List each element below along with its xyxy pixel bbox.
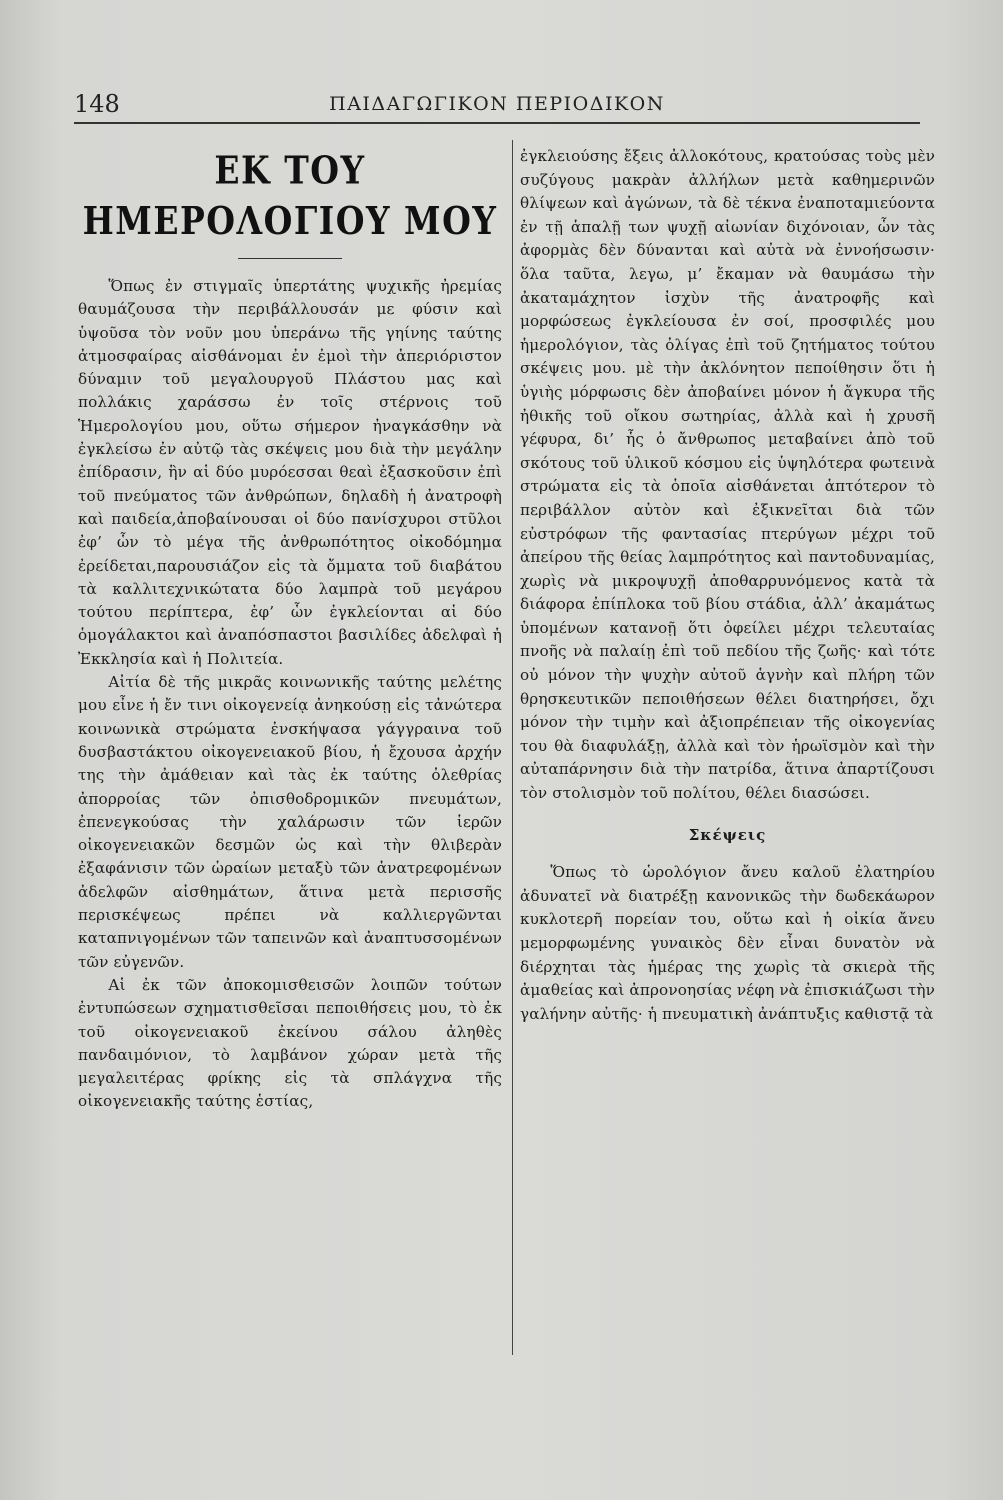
article-title: ΕΚ ΤΟΥ ΗΜΕΡΟΛΟΓΙΟΥ ΜΟΥ xyxy=(82,147,498,244)
left-column xyxy=(78,140,502,1114)
header-rule xyxy=(74,122,920,124)
running-title: ΠΑΙΔΑΓΩΓΙΚΟΝ ΠΕΡΙΟΔΙΚΟΝ xyxy=(329,93,665,115)
paragraph: Ὅπως ἐν στιγμαῖς ὑπερτάτης ψυχικῆς ἠρεμίας θαυμάζουσα τὴν περιβάλλουσάν με φύσιν καὶ ὑψοῦσα τὸν νοῦν μου ὑπεράνω τῆς γηίνης ταύτης ἀτμοσφαίρας αἰσθάνομαι ἐν ἐμοὶ τὴν ἀπεριόριστον δύναμιν τοῦ μεγαλουργοῦ Πλάστου μας καὶ πολλάκις χαράσσω ἐν τοῖς στέρνοις τοῦ Ἡμερολογίου μου, οὕτω σήμερον ἠναγκάσθην νὰ ἐγκλείσω ἐν αὐτῷ τὰς σκέψεις μου διὰ τὴν μεγάλην ἐπίδρασιν, ἣν αἱ δύο μυρόεσσαι θεαὶ ἐξασκοῦσιν ἐπὶ τοῦ πνεύματος τῶν ἀνθρώπων, δηλαδὴ ἡ ἀνατροφὴ καὶ παιδεία,ἀποβαίνουσαι οἱ δύο πανίσχυροι στῦλοι ἐφ’ ὧν τὸ μέγα τῆς ἀνθρωπότητος οἰκοδόμημα ἐρείδεται,παρουσιάζον εἰς τὰ ὄμματα τοῦ διαβάτου τὰ καλλιτεχνικώτατα δύο λαμπρὰ τοῦ μεγάρου τούτου περίπτερα, ἐφ’ ὧν ἐγκλείονται αἱ δύο ὁμογάλακτοι καὶ ἀναπόσπαστοι βασιλίδες ἀδελφαὶ ἡ Ἐκκλησία καὶ ἡ Πολιτεία. xyxy=(78,277,502,668)
page-number: 148 xyxy=(74,90,120,118)
paragraph: Αἰτία δὲ τῆς μικρᾶς κοινωνικῆς ταύτης μελέτης μου εἶνε ἡ ἔν τινι οἰκογενείᾳ ἀνηκούσῃ εἰς τἀνώτερα κοινωνικὰ στρώματα ἐνσκήψασα γάγγραινα τοῦ δυσβαστάκτου οἰκογενειακοῦ βίου, ἡ ἔχουσα ἀρχήν της τὴν ἀμάθειαν καὶ τὰς ἐκ ταύτης ὀλεθρίας ἀπορροίας τῶν ὀπισθοδρομικῶν πνευμάτων, ἐπενεγκούσας τὴν χαλάρωσιν τῶν ἱερῶν οἰκογενειακῶν δεσμῶν ὡς καὶ τὴν θλιβερὰν ἐξαφάνισιν τῶν ὡραίων μεταξὺ τῶν ἀνατρεφομένων ἀδελφῶν αἰσθημάτων, ἅτινα μετὰ περισσῆς περισκέψεως πρέπει νὰ καλλιεργῶνται καταπνιγομένων τῶν ταπεινῶν καὶ ἀναπτυσσομένων τῶν εὐγενῶν. xyxy=(78,673,502,971)
column-divider xyxy=(512,140,513,1355)
paragraph: Ὅπως τὸ ὡρολόγιον ἄνευ καλοῦ ἐλατηρίου ἀδυνατεῖ νὰ διατρέξῃ κανονικῶς τὴν δωδεκάωρον κυκλοτερῆ πορείαν του, οὕτω καὶ ἡ οἰκία ἄνευ μεμορφωμένης γυναικὸς δὲν εἶναι δυνατὸν νὰ διέρχηται τὰς ἡμέρας της χωρὶς τὰ σκιερὰ τῆς ἀμαθείας καὶ ἀπρονοησίας νέφη νὰ ἐπισκιάζωσι τὴν γαλήνην αὐτῆς· ἡ πνευματικὴ ἀνάπτυξις καθιστᾷ τὰ xyxy=(520,863,936,1023)
paragraph: Αἱ ἐκ τῶν ἀποκομισθεισῶν λοιπῶν τούτων ἐντυπώσεων σχηματισθεῖσαι πεποιθήσεις μου, τὸ ἐκ τοῦ οἰκογενειακοῦ ἐκείνου σάλου ἀληθὲς πανδαιμόνιον, τὸ λαμβάνον χώραν μετὰ τῆς μεγαλειτέρας φρίκης εἰς τὰ σπλάγχνα τῆς οἰκογενειακῆς ταύτης ἑστίας, xyxy=(78,975,502,1111)
page-header xyxy=(74,90,920,120)
section-heading: Σκέψεις xyxy=(688,825,767,844)
right-column xyxy=(520,145,935,1026)
paragraph: ἐγκλειούσης ἔξεις ἀλλοκότους, κρατούσας τοὺς μὲν συζύγους μακρὰν ἀλλήλων μετὰ καθημερινῶν θλίψεων καὶ ἀγώνων, τὰ δὲ τέκνα ἐναποταμιεύοντα ἐν τῇ ἁπαλῇ των ψυχῇ αἰωνίαν διχόνοιαν, ὧν τὰς ἀφορμὰς δὲν δύνανται καὶ αὐτὰ νὰ ἐννοήσωσιν· ὅλα ταῦτα, λεγω, μ’ ἔκαμαν νὰ θαυμάσω τὴν ἀκαταμάχητον ἰσχὺν τῆς ἀνατροφῆς καὶ μορφώσεως ἐγκλείουσα ἐν σοί, προσφιλές μου ἡμερολόγιον, τὰς ὀλίγας ἐπὶ τοῦ ζητήματος τούτου σκέψεις μου. μὲ τὴν ἀκλόνητον πεποίθησιν ὅτι ἡ ὑγιὴς μόρφωσις δὲν ἀποβαίνει μόνον ἡ ἄγκυρα τῆς ἠθικῆς τοῦ οἴκου σωτηρίας, ἀλλὰ καὶ ἡ χρυσῆ γέφυρα, δι’ ἧς ὁ ἄνθρωπος μεταβαίνει ἀπὸ τοῦ σκότους τοῦ ὑλικοῦ κόσμου εἰς ὑψηλότερα φωτεινὰ στρώματα εἰς τὰ ὁποῖα αἰσθάνεται ἁπτότερον τὸ περιβάλλον αὐτὸν καὶ ἐξικνεῖται διὰ τῶν εὐστρόφων τῆς φαντασίας πτερύγων μέχρι τοῦ ἀπείρου τῆς θείας λαμπρότητος καὶ παντοδυναμίας, χωρὶς νὰ μικροψυχῇ ἀποθαρρυνόμενος κατὰ τὰ διάφορα ἐπίπλοκα τοῦ βίου στάδια, ἀλλ’ ἀκαμάτως ὑπομένων κατανοῇ ὅτι ὀφείλει μέχρι τελευταίας πνοῆς νὰ παλαίῃ ἐπὶ τοῦ πεδίου τῆς ζωῆς· καὶ τότε οὐ μόνον τὴν ψυχὴν αὐτοῦ ἁγνὴν καὶ πλήρη τῶν θρησκευτικῶν πεποιθήσεων θέλει διατηρήσει, ὄχι μόνον τὴν τιμὴν καὶ ἀξιοπρέπειαν τῆς οἰκογενίας του θὰ διαφυλάξῃ, ἀλλὰ καὶ τὸν ἡρωϊσμὸν καὶ τὴν αὐταπάρνησιν διὰ τὴν πατρίδα, ἅτινα ἀπαρτίζουσι τὸν στολισμὸν τοῦ πολίτου, θέλει διασώσει. xyxy=(520,147,935,803)
title-rule xyxy=(238,258,342,259)
